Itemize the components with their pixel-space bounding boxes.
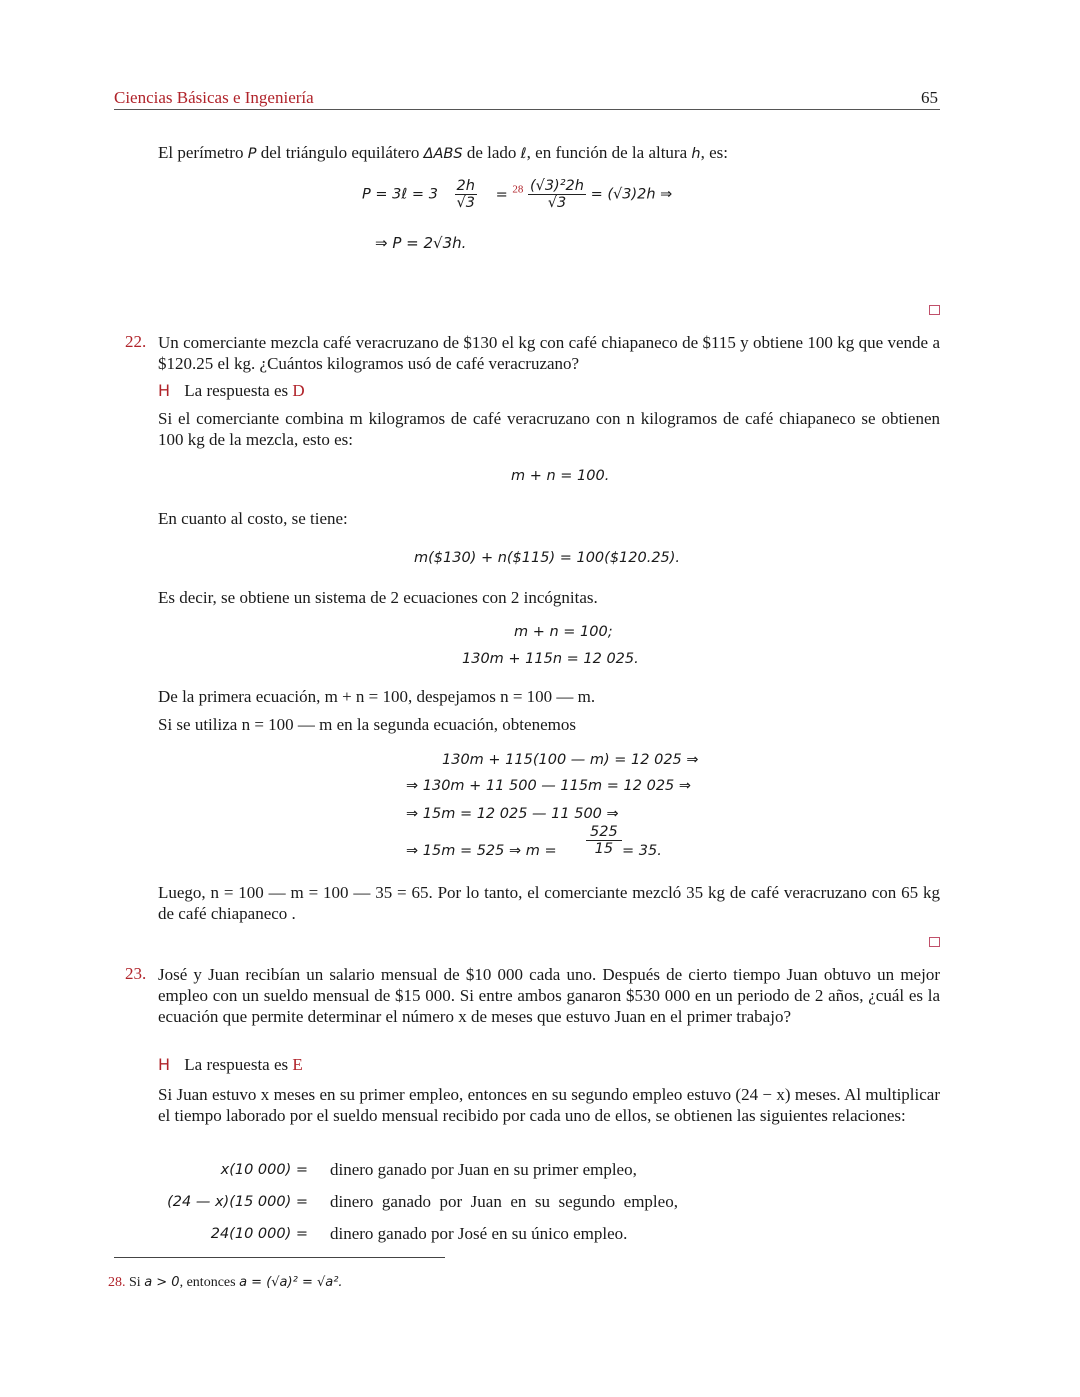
answer-letter: D — [292, 381, 305, 400]
frac-den: √3 — [456, 195, 475, 211]
frac-num: 525 — [586, 824, 622, 841]
question-23-text: José y Juan recibían un salario mensual de $10 000 cada uno. Después de cierto tiempo Juan obtuvo un mejor empleo con un sueldo mensual de $15 000. Si entre ambos ganaron $530 000 en un periodo de 2 años, ¿cuál es la ecuación que permite determinar el número x de meses que estuvo Juan en el primer trabajo? — [158, 965, 940, 1026]
header-rule — [114, 109, 940, 110]
intro-text: del triángulo equilátero — [256, 143, 424, 162]
step-3: ⇒ 15m = 12 025 — 11 500 ⇒ — [406, 806, 619, 822]
equation: m + n = 100. — [511, 468, 610, 484]
paragraph: Si se utiliza n = 100 — m en la segunda ecuación, obtenemos — [158, 715, 576, 734]
question-number: 23. — [125, 964, 147, 983]
paragraph: Si Juan estuvo x meses en su primer empleo, entonces en su segundo empleo estuvo (24 − x) meses. Al multiplicar el tiempo laborado por el sueldo mensual recibido por cada uno de ellos, se obtienen las siguientes relaciones: — [158, 1085, 940, 1125]
step-2: ⇒ 130m + 11 500 — 115m = 12 025 ⇒ — [406, 778, 692, 794]
relation-left: x(10 000) = — [220, 1162, 308, 1178]
system-eq-2: 130m + 115n = 12 025. — [462, 651, 639, 667]
answer-marker-icon: H — [158, 1055, 171, 1074]
relation-left: 24(10 000) = — [210, 1226, 308, 1242]
page-number: 65 — [921, 88, 938, 107]
relation-right: dinero ganado por José en su único empleo. — [330, 1224, 628, 1243]
running-header-title: Ciencias Básicas e Ingeniería — [114, 88, 314, 107]
relation-right: dinero ganado por Juan en su primer empleo, — [330, 1160, 637, 1179]
answer-line — [158, 381, 305, 401]
footnote — [108, 1275, 343, 1291]
math-triangle: ΔABS — [423, 146, 463, 162]
frac-den: √3 — [547, 195, 567, 211]
answer-letter: E — [292, 1055, 303, 1074]
step-1: 130m + 115(100 — m) = 12 025 ⇒ — [442, 752, 699, 768]
qed-box — [929, 937, 940, 947]
eq-part: = — [495, 186, 508, 203]
relation-left: (24 — x)(15 000) = — [167, 1194, 308, 1210]
intro-paragraph — [158, 142, 940, 165]
perimeter-equation — [362, 178, 672, 211]
answer-label: La respuesta es — [184, 1055, 293, 1074]
footnote-text: , entonces — [179, 1275, 240, 1290]
footnote-text: Si — [125, 1275, 145, 1290]
paragraph: De la primera ecuación, m + n = 100, despejamos n = 100 — m. — [158, 687, 596, 706]
eq-part: = (√3)2h ⇒ — [590, 186, 673, 203]
intro-text: El perímetro — [158, 143, 248, 162]
equation: m($130) + n($115) = 100($120.25). — [414, 550, 681, 566]
fraction-result: = 35. — [622, 843, 662, 859]
intro-text: de lado — [462, 143, 521, 162]
perimeter-result: ⇒ P = 2√3h. — [375, 234, 467, 252]
paragraph: Si el comerciante combina m kilogramos de café veracruzano con n kilogramos de café chiapaneco se obtienen 100 kg de la mezcla, esto es: — [158, 409, 940, 449]
relations-table — [0, 1160, 1080, 1250]
frac-den: 15 — [594, 841, 614, 857]
frac-num: 2h — [456, 178, 475, 194]
footnote-math: a > 0 — [144, 1275, 180, 1290]
math-var: h — [691, 146, 701, 162]
question-22-text: Un comerciante mezcla café veracruzano de $130 el kg con café chiapaneco de $115 y obtiene 100 kg que vende a $120.25 el kg. ¿Cuántos kilogramos usó de café veracruzano? — [158, 333, 940, 373]
intro-text: , es: — [700, 143, 728, 162]
qed-box — [929, 305, 940, 315]
footnote-rule — [114, 1257, 445, 1258]
question-number: 22. — [125, 332, 147, 351]
step-4: ⇒ 15m = 525 ⇒ m = — [406, 843, 557, 859]
answer-marker-icon: H — [158, 381, 171, 400]
footnote-math: a = (√a)² = √a². — [239, 1275, 343, 1290]
paragraph: En cuanto al costo, se tiene: — [158, 509, 348, 528]
fraction — [455, 178, 477, 211]
math-var: P — [247, 146, 257, 162]
fraction — [586, 824, 622, 857]
math-var: ℓ — [520, 146, 527, 162]
fraction — [528, 178, 586, 211]
relation-right: dinero ganado por Juan en su segundo empleo, — [330, 1192, 678, 1211]
answer-line — [158, 1055, 303, 1075]
eq-part: P = 3ℓ = 3 — [362, 186, 438, 203]
paragraph: Es decir, se obtiene un sistema de 2 ecuaciones con 2 incógnitas. — [158, 588, 598, 607]
answer-label: La respuesta es — [184, 381, 293, 400]
intro-text: , en función de la altura — [526, 143, 692, 162]
frac-num: (√3)²2h — [529, 178, 584, 194]
system-eq-1: m + n = 100; — [514, 624, 613, 640]
conclusion: Luego, n = 100 — m = 100 — 35 = 65. Por lo tanto, el comerciante mezcló 35 kg de café veracruzano con 65 kg de café chiapaneco . — [158, 883, 940, 923]
footnote-number: 28. — [108, 1275, 126, 1290]
footnote-ref[interactable]: 28 — [512, 183, 524, 196]
